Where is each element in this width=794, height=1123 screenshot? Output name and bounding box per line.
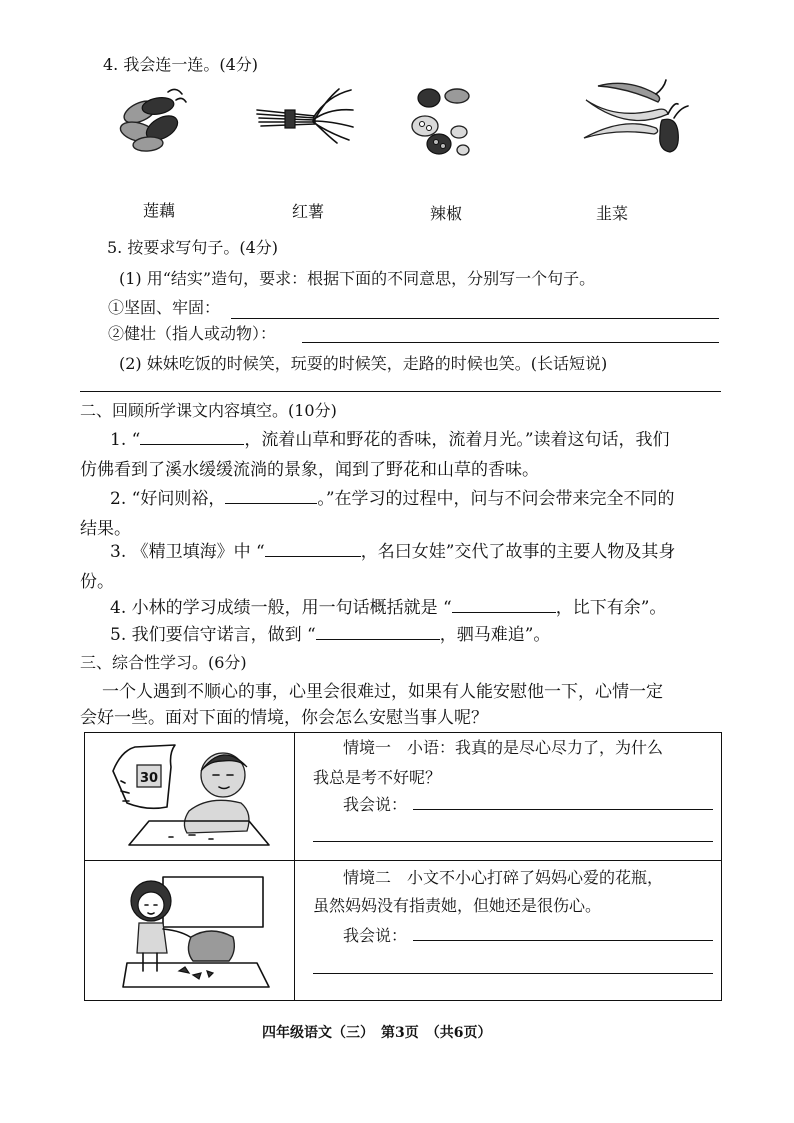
scenario2-say-label: 我会说： xyxy=(343,926,408,945)
scenario2-text-cell xyxy=(295,861,722,1001)
q5-meaning2-label: ②健壮（指人或动物）： xyxy=(108,324,277,343)
scenario2-line2: 虽然妈妈没有指责她，但她还是很伤心。 xyxy=(313,896,602,915)
section3-title: 三、综合性学习。(6分) xyxy=(80,653,247,672)
match-word-2: 红薯 xyxy=(292,202,325,221)
scenario1-say-label: 我会说： xyxy=(343,795,408,814)
section3-intro-line2: 会好一些。面对下面的情境，你会怎么安慰当事人呢？ xyxy=(80,708,488,728)
s2-item2-line2: 结果。 xyxy=(80,519,131,539)
s2-item1-line1: 1. “ ，流着山草和野花的香味，流着月光。”读着这句话，我们 xyxy=(110,430,670,450)
q5-title: 5. 按要求写句子。(4分) xyxy=(107,238,279,257)
chives-icon xyxy=(255,88,355,143)
s2-blank-2[interactable] xyxy=(225,487,317,504)
q5-meaning1-label: ①坚固、牢固： xyxy=(108,298,221,317)
girl-broken-vase-icon xyxy=(123,871,273,991)
scenario2-answer-line-2[interactable] xyxy=(313,973,713,974)
scenario1-answer-line-1[interactable] xyxy=(413,809,713,810)
test-score-label: 30 xyxy=(140,771,159,786)
s2-blank-4[interactable] xyxy=(452,596,556,613)
sweet-potato-icon xyxy=(118,82,188,157)
q5-meaning2-answer-line[interactable] xyxy=(302,342,719,343)
scenario-table xyxy=(84,732,722,1001)
q4-title: 4. 我会连一连。(4分) xyxy=(103,55,259,74)
lotus-root-icon xyxy=(405,86,475,161)
q5-part2: (2) 妹妹吃饭的时候笑，玩耍的时候笑，走路的时候也笑。(长话短说) xyxy=(119,354,608,373)
s2-item3-line2: 份。 xyxy=(80,572,114,592)
scenario2-answer-line-1[interactable] xyxy=(413,940,713,941)
match-word-1: 莲藕 xyxy=(143,201,176,220)
scenario1-answer-line-2[interactable] xyxy=(313,841,713,842)
s2-item3-line1: 3. 《精卫填海》中 “ ，名曰女娃”交代了故事的主要人物及其身 xyxy=(110,542,676,562)
s2-blank-3[interactable] xyxy=(265,540,361,557)
scenario2-picture-cell xyxy=(85,861,295,1001)
q5-part2-answer-line[interactable] xyxy=(80,391,721,392)
s2-item2-line1: 2. “好问则裕， 。”在学习的过程中，问与不问会带来完全不同的 xyxy=(110,489,675,509)
s2-item5: 5. 我们要信守诺言，做到 “ ，驷马难追”。 xyxy=(110,625,551,645)
section2-title: 二、回顾所学课文内容填空。(10分) xyxy=(80,401,337,420)
s2-blank-1[interactable] xyxy=(140,428,244,445)
match-word-4: 韭菜 xyxy=(596,204,629,223)
scenario1-picture-cell xyxy=(85,733,295,861)
s2-item1-line2: 仿佛看到了溪水缓缓流淌的景象，闻到了野花和山草的香味。 xyxy=(80,460,539,480)
q5-part1: (1) 用“结实”造句，要求：根据下面的不同意思，分别写一个句子。 xyxy=(119,269,596,288)
s2-blank-5[interactable] xyxy=(316,623,440,640)
chili-pepper-icon xyxy=(578,78,690,156)
match-word-3: 辣椒 xyxy=(430,204,463,223)
section3-intro-line1: 一个人遇到不顺心的事，心里会很难过，如果有人能安慰他一下，心情一定 xyxy=(102,682,663,702)
s2-item4: 4. 小林的学习成绩一般，用一句话概括就是 “ ，比下有余”。 xyxy=(110,598,667,618)
scenario1-line2: 我总是考不好呢？ xyxy=(313,768,442,787)
scenario1-line1: 情境一 小语：我真的是尽心尽力了，为什么 xyxy=(343,738,664,757)
scenario2-line1: 情境二 小文不小心打碎了妈妈心爱的花瓶， xyxy=(343,868,664,887)
scenario1-text-cell xyxy=(295,733,722,861)
page-footer: 四年级语文（三） 第3页 （共6页） xyxy=(262,1025,492,1041)
q5-meaning1-answer-line[interactable] xyxy=(231,318,719,319)
student-with-test-paper-icon xyxy=(109,741,279,853)
